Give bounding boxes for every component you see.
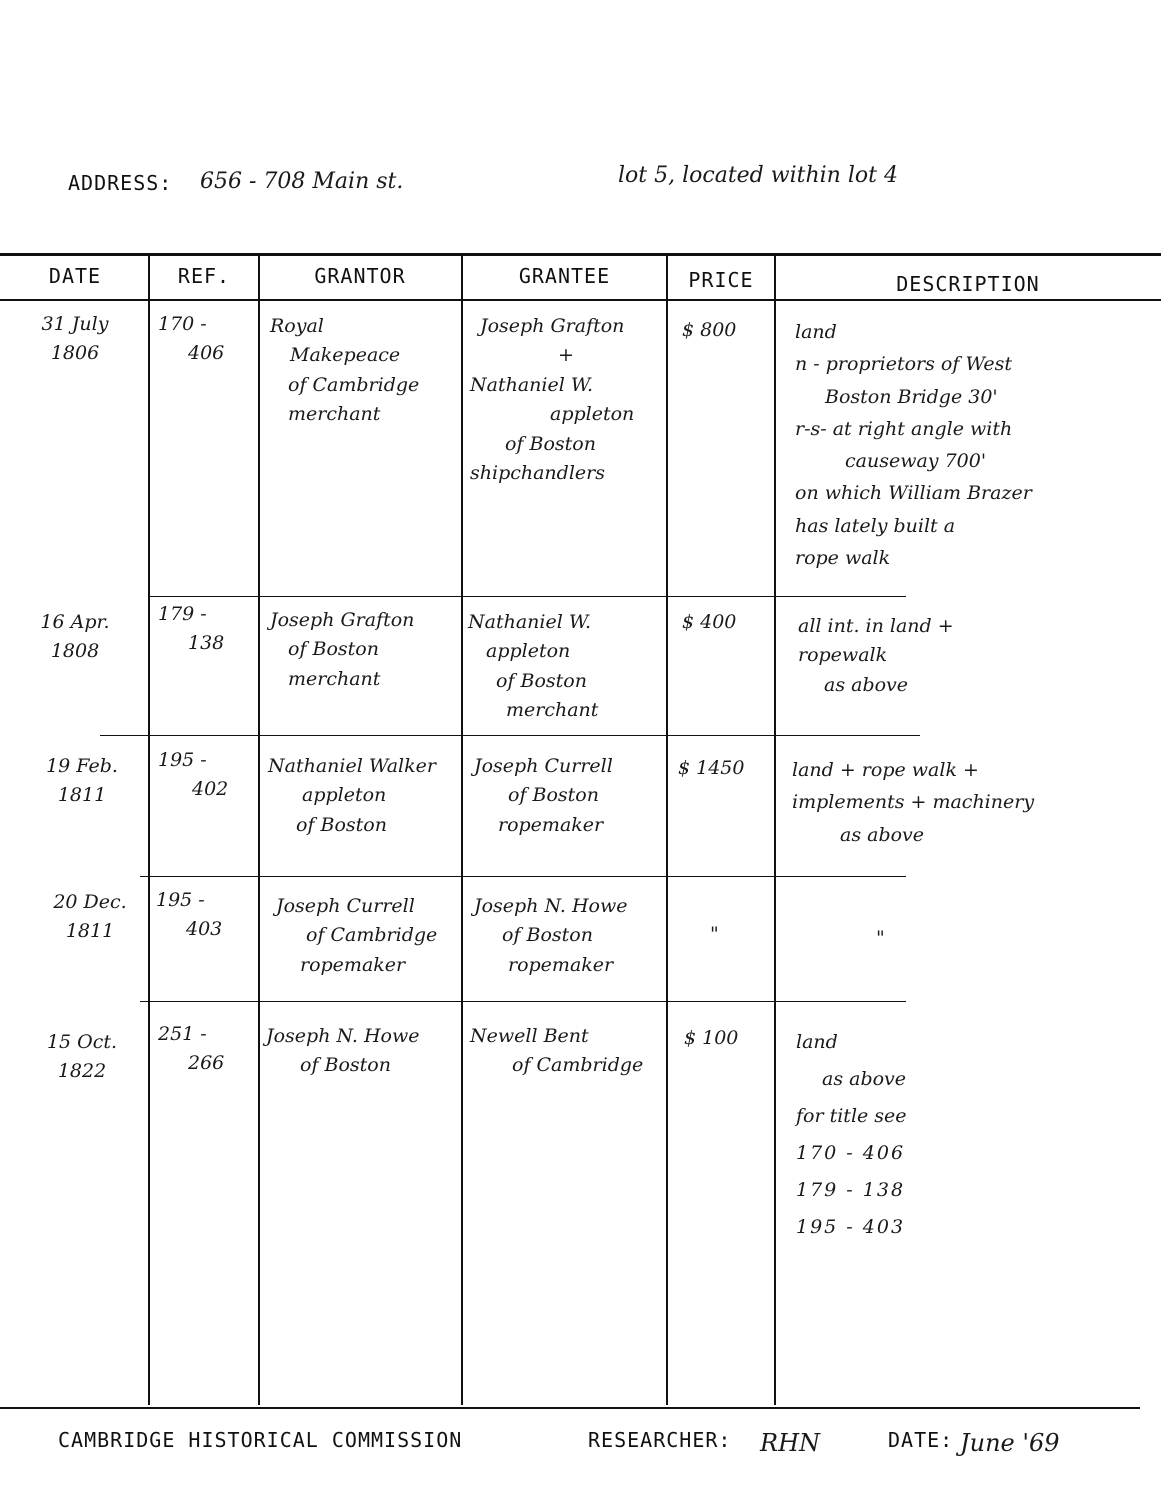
table-row-5-grantor: Joseph N. Howe of Boston xyxy=(266,1025,420,1077)
table-row-3-price: $ 1450 xyxy=(678,757,745,779)
table-row-1-date: 31 July 1806 xyxy=(41,313,109,365)
table-row-3-grantor: Nathaniel Walker appleton of Boston xyxy=(268,755,436,836)
table-row-3-ref: 195 - 402 xyxy=(158,749,229,801)
col-divider-2 xyxy=(258,255,260,1405)
col-divider-1 xyxy=(148,255,150,1405)
table-row-1-grantor: Royal Makepeace of Cambridge merchant xyxy=(270,315,420,426)
col-divider-4 xyxy=(666,255,668,1405)
lot-note: lot 5, located within lot 4 xyxy=(618,163,898,188)
row-separator xyxy=(140,876,906,877)
table-row-5-ref: 251 - 266 xyxy=(158,1023,225,1075)
col-header-date: DATE xyxy=(48,264,102,288)
date-value: June '69 xyxy=(960,1429,1060,1457)
col-divider-3 xyxy=(461,255,463,1405)
table-row-3-date: 19 Feb. 1811 xyxy=(46,755,118,807)
table-row-2-grantor: Joseph Grafton of Boston merchant xyxy=(270,609,415,690)
row-separator xyxy=(100,735,920,736)
researcher-value: RHN xyxy=(760,1429,820,1457)
col-header-grantor: GRANTOR xyxy=(314,264,406,288)
table-row-4-ref: 195 - 403 xyxy=(156,889,223,941)
col-header-price: PRICE xyxy=(688,268,754,292)
table-row-2-price: $ 400 xyxy=(682,611,737,633)
table-row-2-grantee: Nathaniel W. appleton of Boston merchant xyxy=(468,611,599,722)
table-row-1-ref: 170 - 406 xyxy=(158,313,225,365)
col-divider-5 xyxy=(774,255,776,1405)
table-row-4-grantee: Joseph N. Howe of Boston ropemaker xyxy=(474,895,628,976)
table-row-3-description: land + rope walk + implements + machinery as above xyxy=(792,759,1035,846)
address-row xyxy=(68,163,1128,203)
researcher-label: RESEARCHER: xyxy=(588,1428,732,1452)
commission-name: CAMBRIDGE HISTORICAL COMMISSION xyxy=(58,1428,463,1452)
table-row-4-description: " xyxy=(876,927,885,949)
header-bottom-rule xyxy=(0,299,1161,301)
col-header-grantee: GRANTEE xyxy=(518,264,611,288)
col-header-description: DESCRIPTION xyxy=(896,272,1040,296)
table-row-1-grantee: Joseph Grafton + Nathaniel W. appleton of Boston shipchandlers xyxy=(470,315,635,485)
table-row-4-price: " xyxy=(710,923,719,945)
table-row-1-price: $ 800 xyxy=(682,319,737,341)
footer-rule xyxy=(0,1407,1140,1409)
address-value: 656 - 708 Main st. xyxy=(200,169,404,194)
table-row-2-description: all int. in land + ropewalk as above xyxy=(798,615,954,696)
table-row-4-date: 20 Dec. 1811 xyxy=(53,891,127,943)
table-row-5-date: 15 Oct. 1822 xyxy=(46,1031,118,1083)
table-row-5-description: land as above for title see 170 - 406 179 - 138 195 - 403 xyxy=(796,1031,907,1239)
col-header-ref: REF. xyxy=(177,264,231,288)
row-separator xyxy=(140,1001,906,1002)
date-label: DATE: xyxy=(888,1428,954,1452)
table-row-5-grantee: Newell Bent of Cambridge xyxy=(470,1025,644,1077)
address-label: ADDRESS: xyxy=(68,171,173,195)
table-row-3-grantee: Joseph Currell of Boston ropemaker xyxy=(474,755,613,836)
table-row-4-grantor: Joseph Currell of Cambridge ropemaker xyxy=(276,895,438,976)
table-row-2-date: 16 Apr. 1808 xyxy=(40,611,110,663)
table-top-rule xyxy=(0,253,1161,256)
table-row-5-price: $ 100 xyxy=(684,1027,739,1049)
row-separator xyxy=(150,596,906,597)
table-row-2-ref: 179 - 138 xyxy=(158,603,225,655)
table-row-1-description: land n - proprietors of West Boston Bridge 30' r-s- at right angle with causeway 700' on which William Brazer has lately built a rope walk xyxy=(795,321,1032,570)
